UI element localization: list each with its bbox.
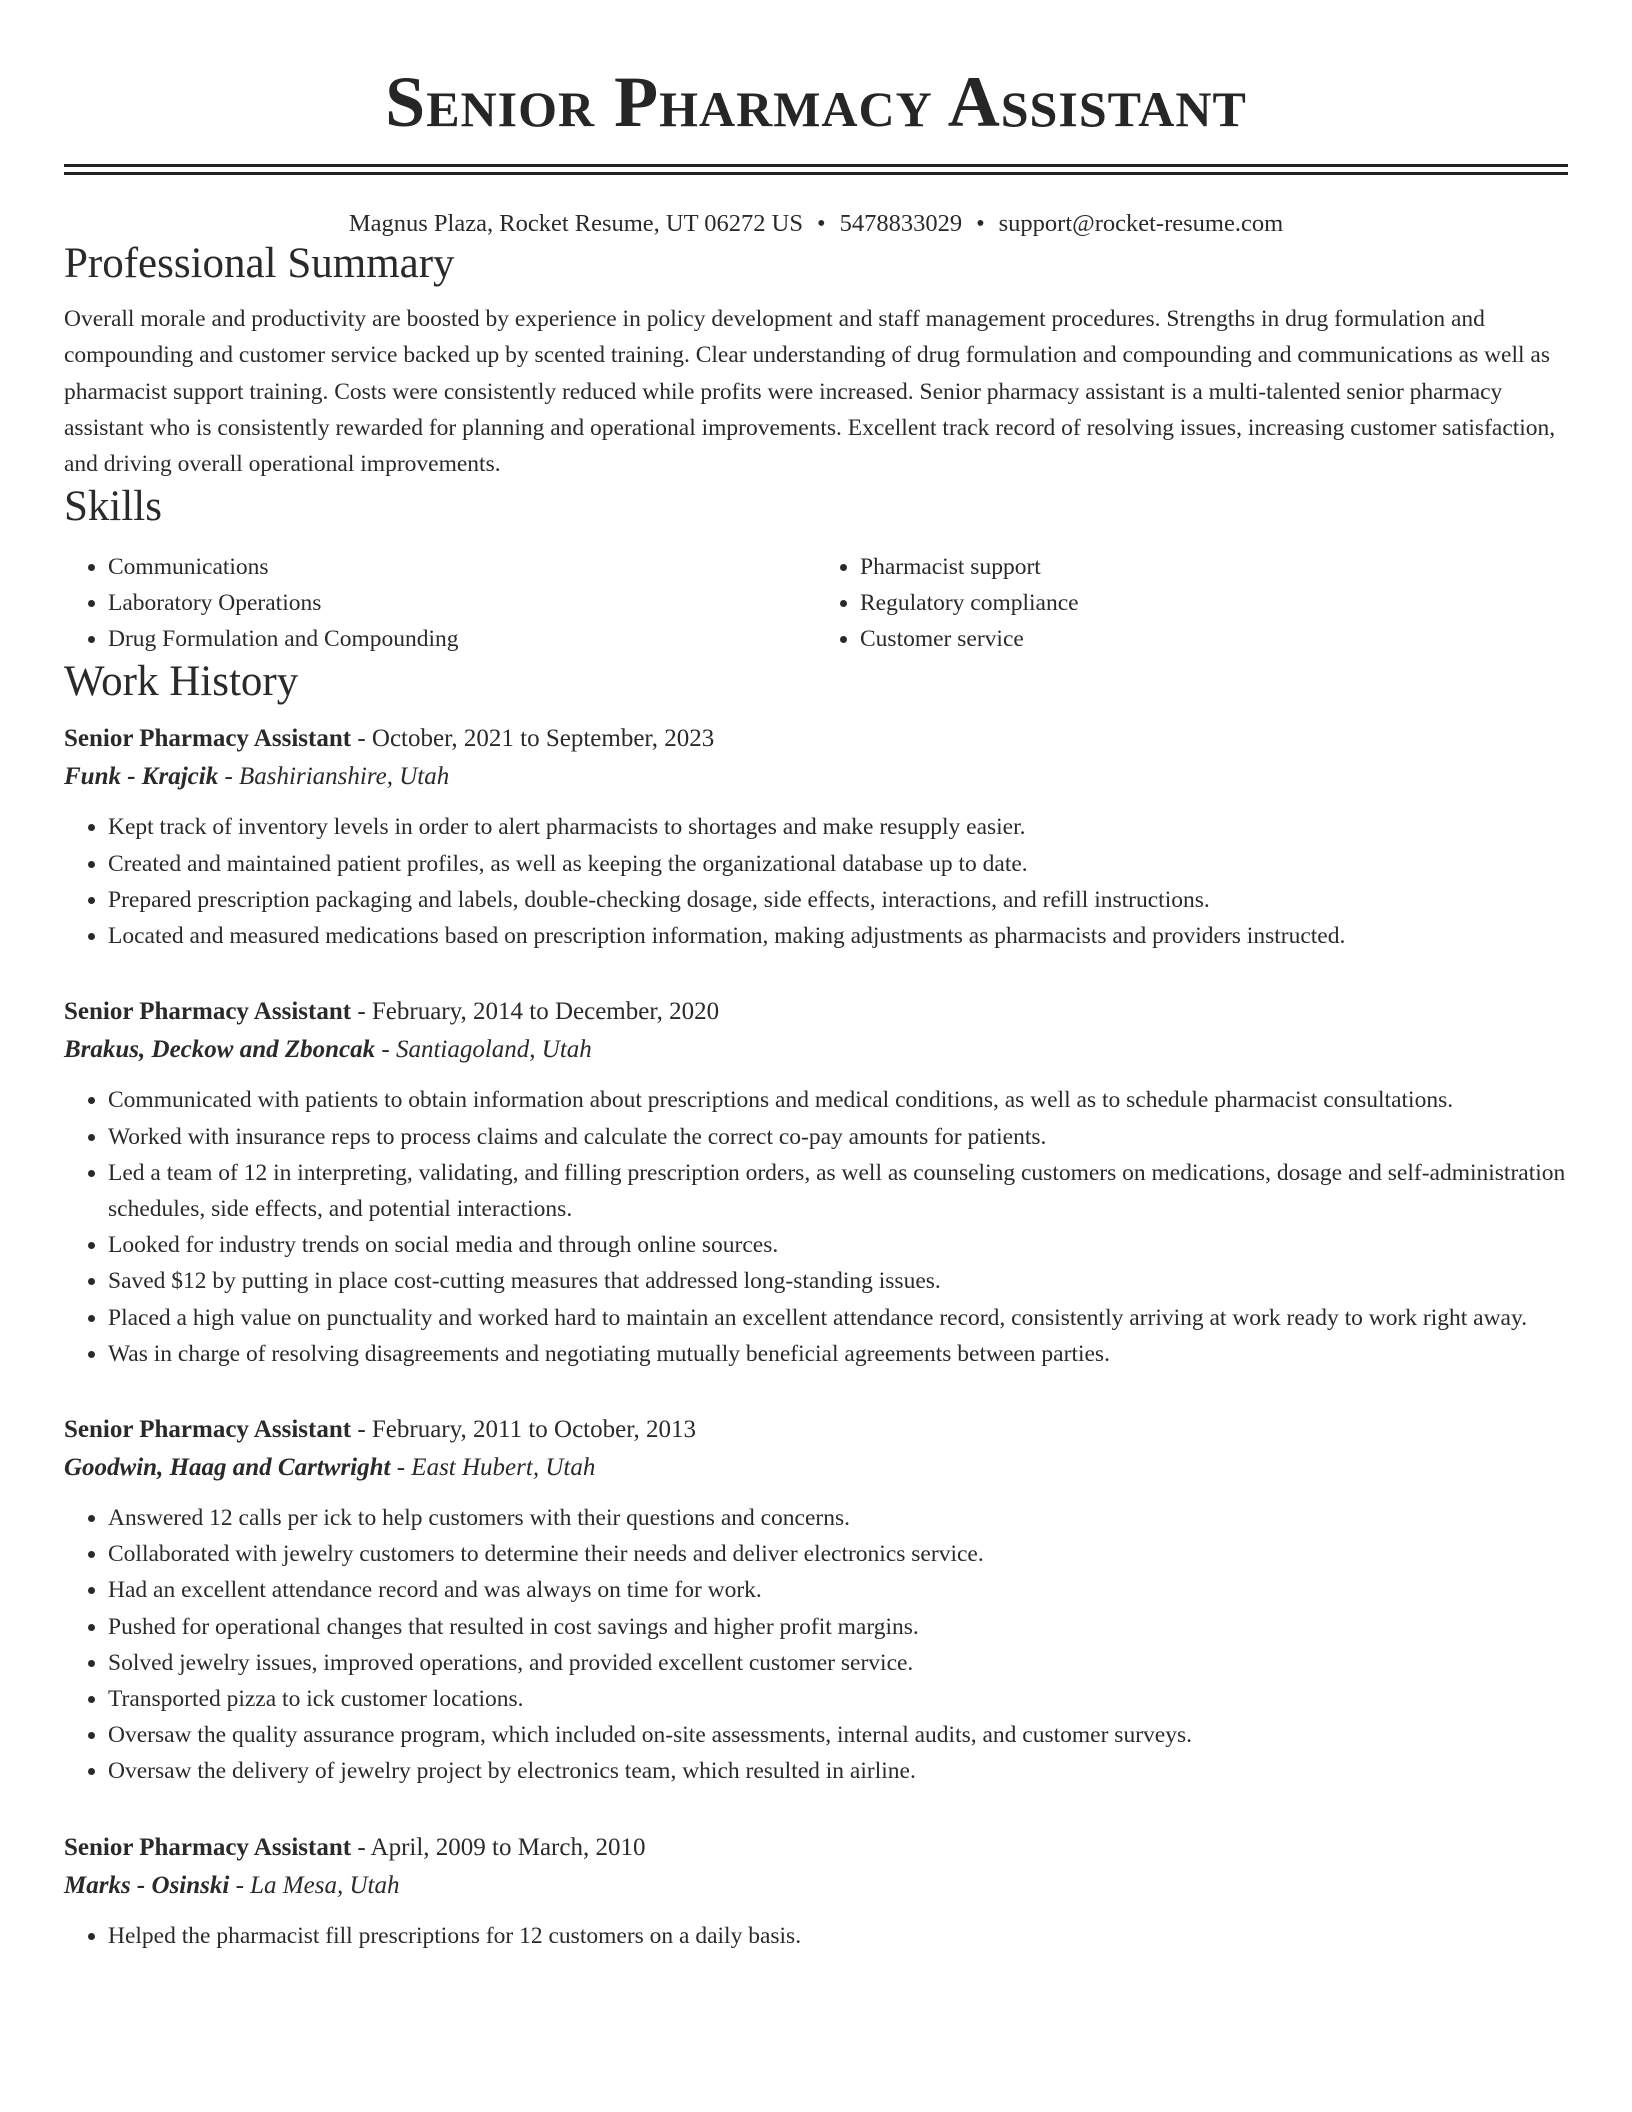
job-entry [64,1412,1568,1790]
contact-email: support@rocket-resume.com [998,210,1284,237]
job-location: - Bashirianshire, Utah [218,763,450,791]
job-bullet: • Was in charge of resolving disagreements and negotiating mutually beneficial agreements between parties. [108,1336,1568,1372]
job-bullet: • Worked with insurance reps to process claims and calculate the correct co-pay amounts for patients. [108,1119,1568,1155]
skills-column-left [64,549,816,657]
job-location: - La Mesa, Utah [229,1871,400,1899]
job-entry [64,721,1568,954]
job-bullet: • Oversaw the quality assurance program, which included on-site assessments, internal audits, and customer surveys. [108,1717,1568,1753]
job-company: Brakus, Deckow and Zboncak [64,1036,376,1064]
job-dates: - February, 2014 to December, 2020 [351,998,720,1026]
job-bullet: • Pushed for operational changes that resulted in cost savings and higher profit margins. [108,1609,1568,1645]
summary-heading: Professional Summary [64,240,455,287]
job-bullet: • Saved $12 by putting in place cost-cutting measures that addressed long-standing issues. [108,1263,1568,1299]
skill-item: • Drug Formulation and Compounding [108,621,816,657]
contact-phone: 5478833029 [839,210,963,237]
job-bullets [64,1918,1568,1954]
skills-heading: Skills [64,483,162,531]
skill-item: • Pharmacist support [860,549,1568,585]
job-title: Senior Pharmacy Assistant [64,725,352,753]
job-dates: - April, 2009 to March, 2010 [351,1833,646,1861]
job-bullet: • Located and measured medications based on prescription information, making adjustments as pharmacists and providers instructed. [108,918,1568,954]
job-bullets [64,809,1568,954]
work-history-heading: Work History [64,658,299,706]
separator-dot: • [816,210,826,237]
job-title-line [64,721,1568,757]
job-company: Marks - Osinski [64,1871,230,1899]
job-bullet: • Prepared prescription packaging and labels, double-checking dosage, side effects, interactions, and refill instructions. [108,882,1568,918]
skills-list [64,549,1568,657]
job-location: - East Hubert, Utah [390,1453,596,1481]
job-location: - Santiagoland, Utah [375,1036,592,1064]
job-title: Senior Pharmacy Assistant [64,1833,352,1861]
job-entry [64,1830,1568,1954]
contact-address: Magnus Plaza, Rocket Resume, UT 06272 US [348,210,803,237]
job-dates: - February, 2011 to October, 2013 [351,1415,697,1443]
job-bullet: • Oversaw the delivery of jewelry project by electronics team, which resulted in airline. [108,1753,1568,1789]
job-bullet: • Led a team of 12 in interpreting, validating, and filling prescription orders, as well as counseling customers on medications, dosage and self-administration schedules, side effects, and potential interactions. [108,1155,1568,1227]
job-bullet: • Placed a high value on punctuality and worked hard to maintain an excellent attendance record, consistently arriving at work ready to work right away. [108,1300,1568,1336]
job-bullet: • Collaborated with jewelry customers to determine their needs and deliver electronics service. [108,1536,1568,1572]
job-bullet: • Answered 12 calls per ick to help customers with their questions and concerns. [108,1500,1568,1536]
title-divider [64,164,1568,175]
job-title: Senior Pharmacy Assistant [64,1415,352,1443]
page-title: Senior Pharmacy Assistant [385,62,1247,142]
job-company: Goodwin, Haag and Cartwright [64,1453,391,1481]
job-bullet: • Helped the pharmacist fill prescriptions for 12 customers on a daily basis. [108,1918,1568,1954]
job-company-line [64,1448,1568,1488]
contact-line [64,209,1568,239]
job-bullet: • Had an excellent attendance record and was always on time for work. [108,1572,1568,1608]
job-entry [64,994,1568,1372]
job-bullet: • Created and maintained patient profiles, as well as keeping the organizational database up to date. [108,846,1568,882]
job-bullets [64,1500,1568,1790]
job-company-line [64,1866,1568,1906]
separator-dot: • [976,210,985,237]
job-bullet: • Communicated with patients to obtain information about prescriptions and medical conditions, as well as to schedule pharmacist consultations. [108,1082,1568,1118]
job-bullet: • Transported pizza to ick customer locations. [108,1681,1568,1717]
job-title-line [64,994,1568,1030]
job-bullets [64,1082,1568,1372]
job-title-line [64,1830,1568,1866]
job-title-line [64,1412,1568,1448]
job-company-line [64,1030,1568,1070]
skill-item: • Communications [108,549,816,585]
job-bullet: • Kept track of inventory levels in order to alert pharmacists to shortages and make resupply easier. [108,809,1568,845]
skill-item: • Regulatory compliance [860,585,1568,621]
job-company: Funk - Krajcik [64,763,219,791]
job-bullet: • Looked for industry trends on social media and through online sources. [108,1227,1568,1263]
job-dates: - October, 2021 to September, 2023 [351,725,715,753]
skill-item: • Customer service [860,621,1568,657]
job-company-line [64,757,1568,797]
summary-text: Overall morale and productivity are boosted by experience in policy development and staff management procedures. Strengths in drug formulation and compounding and customer service backed up by scented training. Clear understanding of drug formulation and compounding and communications as well as pharmacist support training. Costs were consistently reduced while profits were increased. Senior pharmacy assistant is a multi-talented senior pharmacy assistant who is consistently rewarded for planning and operational improvements. Excellent track record of resolving issues, increasing customer satisfaction, and driving overall operational improvements. [64,306,1556,478]
skill-item: • Laboratory Operations [108,585,816,621]
job-bullet: • Solved jewelry issues, improved operations, and provided excellent customer service. [108,1645,1568,1681]
skills-column-right [816,549,1568,657]
job-title: Senior Pharmacy Assistant [64,998,352,1026]
